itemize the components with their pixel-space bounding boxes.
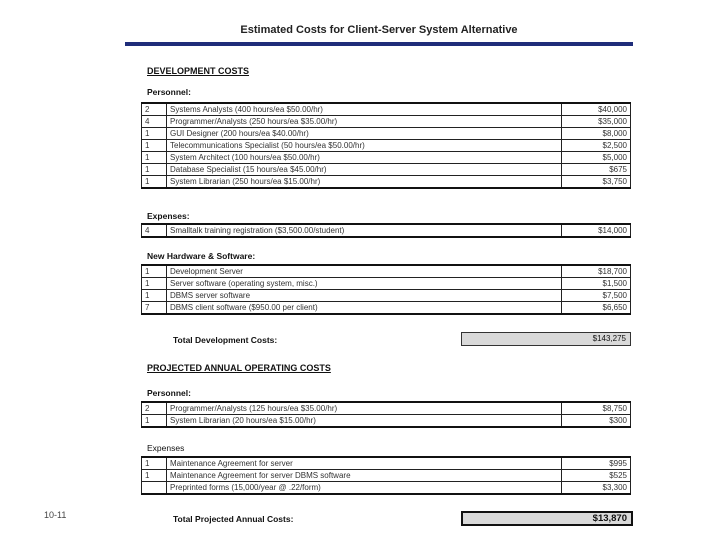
operating-costs-heading: PROJECTED ANNUAL OPERATING COSTS bbox=[147, 363, 331, 373]
row-qty: 1 bbox=[142, 290, 167, 302]
dev-personnel-heading: Personnel: bbox=[147, 87, 191, 97]
total-annual-value: $13,870 bbox=[592, 513, 627, 524]
row-description: System Librarian (250 hours/ea $15.00/hr) bbox=[167, 176, 562, 189]
row-description: Server software (operating system, misc.) bbox=[167, 278, 562, 290]
row-amount: $14,000 bbox=[562, 224, 631, 237]
row-qty: 1 bbox=[142, 470, 167, 482]
row-description: System Librarian (20 hours/ea $15.00/hr) bbox=[167, 415, 562, 428]
table-row bbox=[142, 482, 631, 495]
row-qty: 1 bbox=[142, 128, 167, 140]
total-development-value: $143,275 bbox=[592, 334, 626, 343]
row-amount: $3,300 bbox=[562, 482, 631, 495]
total-annual-value-box bbox=[461, 511, 633, 526]
row-description: Programmer/Analysts (250 hours/ea $35.00/hr) bbox=[167, 116, 562, 128]
row-amount: $18,700 bbox=[562, 265, 631, 278]
row-description: Preprinted forms (15,000/year @ .22/form) bbox=[167, 482, 562, 495]
row-qty: 2 bbox=[142, 103, 167, 116]
slide-number: 10-11 bbox=[44, 510, 67, 520]
table-row bbox=[142, 103, 631, 116]
table-row bbox=[142, 152, 631, 164]
dev-expenses-table bbox=[141, 223, 631, 238]
table-row bbox=[142, 415, 631, 428]
dev-expenses-heading: Expenses: bbox=[147, 211, 190, 221]
row-qty: 1 bbox=[142, 140, 167, 152]
row-description: Telecommunications Specialist (50 hours/ea $50.00/hr) bbox=[167, 140, 562, 152]
dev-personnel-table bbox=[141, 102, 631, 189]
table-row bbox=[142, 128, 631, 140]
row-qty: 4 bbox=[142, 116, 167, 128]
row-description: Systems Analysts (400 hours/ea $50.00/hr) bbox=[167, 103, 562, 116]
row-description: Development Server bbox=[167, 265, 562, 278]
row-description: DBMS server software bbox=[167, 290, 562, 302]
row-amount: $1,500 bbox=[562, 278, 631, 290]
op-expenses-heading: Expenses bbox=[147, 443, 185, 453]
table-row bbox=[142, 164, 631, 176]
total-annual-label: Total Projected Annual Costs: bbox=[173, 514, 294, 524]
row-amount: $7,500 bbox=[562, 290, 631, 302]
page-title: Estimated Costs for Client-Server System Alternative bbox=[240, 24, 518, 36]
row-amount: $8,750 bbox=[562, 402, 631, 415]
total-development-value-box bbox=[461, 332, 631, 346]
total-development-label: Total Development Costs: bbox=[173, 335, 278, 345]
row-amount: $675 bbox=[562, 164, 631, 176]
table-row bbox=[142, 278, 631, 290]
row-description: Maintenance Agreement for server bbox=[167, 457, 562, 470]
table-row bbox=[142, 116, 631, 128]
row-amount: $525 bbox=[562, 470, 631, 482]
row-amount: $8,000 bbox=[562, 128, 631, 140]
row-amount: $6,650 bbox=[562, 302, 631, 315]
table-row bbox=[142, 176, 631, 189]
development-costs-heading: DEVELOPMENT COSTS bbox=[147, 66, 250, 76]
row-qty: 2 bbox=[142, 402, 167, 415]
row-description: Smalltalk training registration ($3,500.00/student) bbox=[167, 224, 562, 237]
op-personnel-heading: Personnel: bbox=[147, 388, 191, 398]
row-qty: 4 bbox=[142, 224, 167, 237]
row-qty: 1 bbox=[142, 278, 167, 290]
title-rule bbox=[125, 42, 633, 46]
table-row bbox=[142, 140, 631, 152]
row-amount: $2,500 bbox=[562, 140, 631, 152]
row-qty: 7 bbox=[142, 302, 167, 315]
row-amount: $5,000 bbox=[562, 152, 631, 164]
row-qty: 1 bbox=[142, 457, 167, 470]
row-description: System Architect (100 hours/ea $50.00/hr) bbox=[167, 152, 562, 164]
table-row bbox=[142, 290, 631, 302]
table-row bbox=[142, 402, 631, 415]
table-row bbox=[142, 470, 631, 482]
row-qty: 1 bbox=[142, 415, 167, 428]
row-description: Database Specialist (15 hours/ea $45.00/hr) bbox=[167, 164, 562, 176]
dev-hardware-table bbox=[141, 264, 631, 315]
row-qty: 1 bbox=[142, 176, 167, 189]
table-row bbox=[142, 224, 631, 237]
row-amount: $35,000 bbox=[562, 116, 631, 128]
row-description: GUI Designer (200 hours/ea $40.00/hr) bbox=[167, 128, 562, 140]
row-description: Maintenance Agreement for server DBMS software bbox=[167, 470, 562, 482]
row-qty: 1 bbox=[142, 152, 167, 164]
row-amount: $3,750 bbox=[562, 176, 631, 189]
dev-hardware-heading: New Hardware & Software: bbox=[147, 251, 256, 261]
row-description: Programmer/Analysts (125 hours/ea $35.00/hr) bbox=[167, 402, 562, 415]
row-qty: 1 bbox=[142, 265, 167, 278]
table-row bbox=[142, 457, 631, 470]
row-amount: $995 bbox=[562, 457, 631, 470]
op-expenses-table bbox=[141, 456, 631, 495]
row-amount: $40,000 bbox=[562, 103, 631, 116]
row-qty: 1 bbox=[142, 164, 167, 176]
table-row bbox=[142, 265, 631, 278]
row-description: DBMS client software ($950.00 per client) bbox=[167, 302, 562, 315]
op-personnel-table bbox=[141, 401, 631, 428]
row-amount: $300 bbox=[562, 415, 631, 428]
row-qty bbox=[142, 482, 167, 495]
table-row bbox=[142, 302, 631, 315]
